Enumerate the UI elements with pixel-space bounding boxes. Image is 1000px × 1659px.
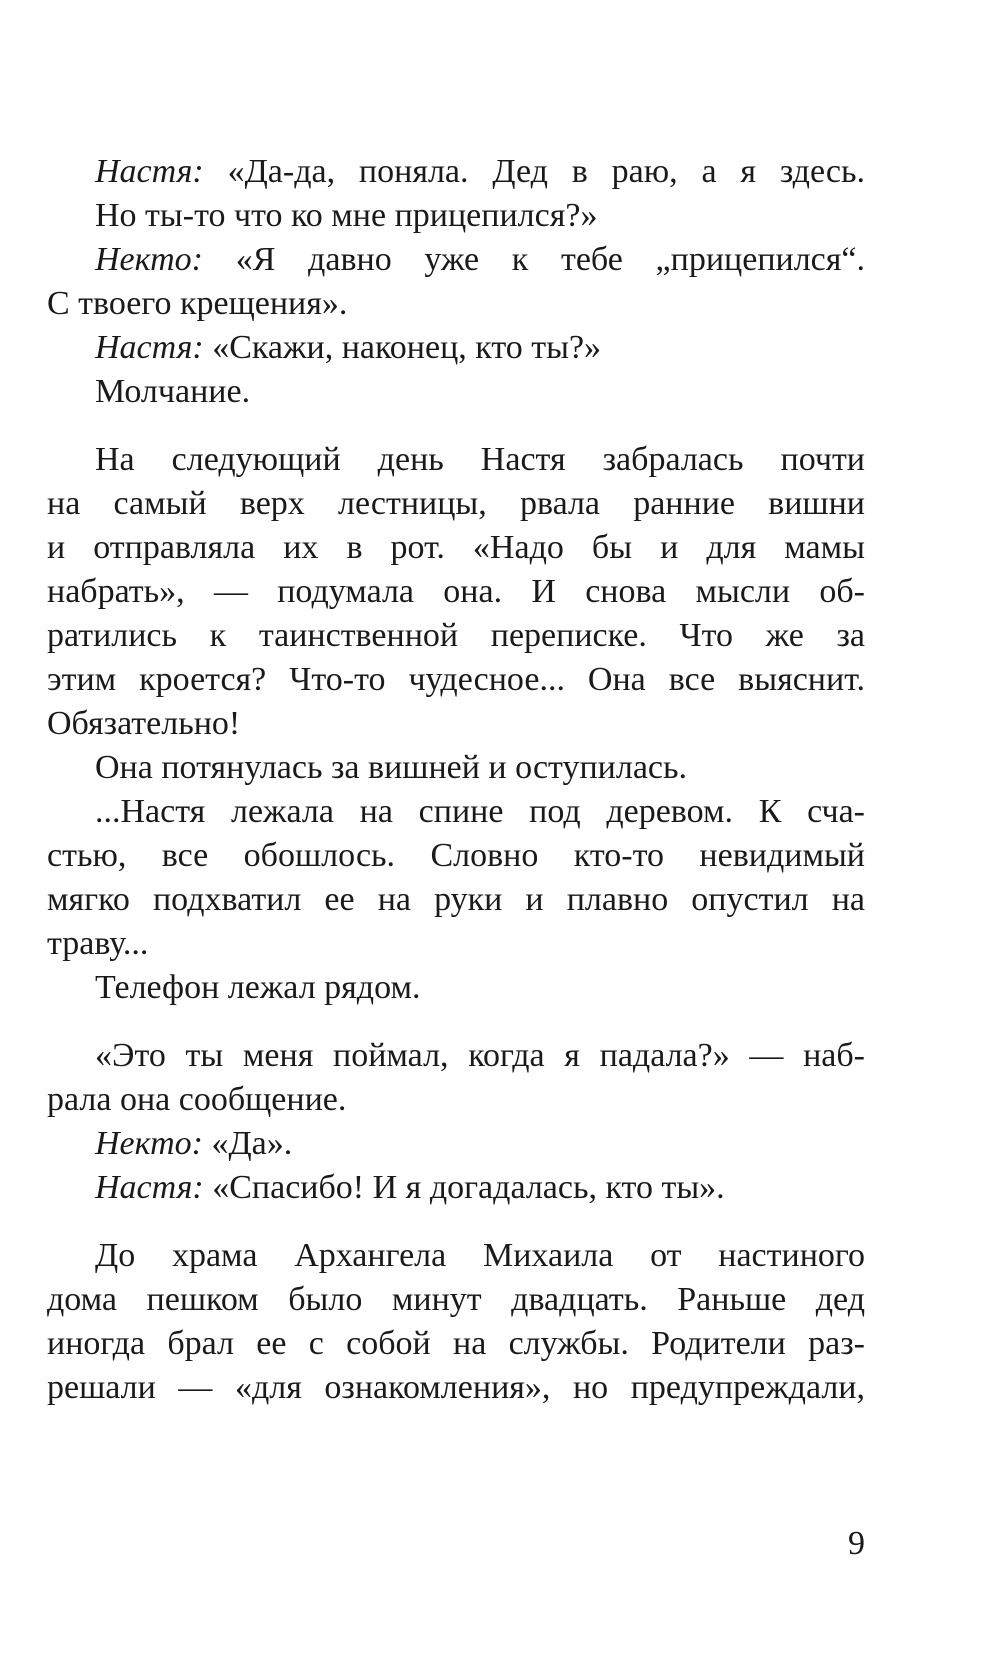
text-line xyxy=(47,1078,865,1122)
text-line xyxy=(95,746,865,790)
line-text: стью, все обошлось. Словно кто-то невидимый xyxy=(47,837,865,874)
text-line xyxy=(47,570,865,614)
line-text: решали — «для ознакомления», но предупреждали, xyxy=(47,1369,865,1406)
text-line xyxy=(95,194,865,238)
text-line xyxy=(47,482,865,526)
line-text: «Это ты меня поймал, когда я падала?» — наб- xyxy=(95,1037,865,1074)
text-line xyxy=(95,150,865,194)
text-line xyxy=(47,1366,865,1410)
line-text: Телефон лежал рядом. xyxy=(95,969,421,1006)
page-number: 9 xyxy=(848,1525,865,1562)
text-line xyxy=(47,614,865,658)
line-text: «Да». xyxy=(211,1125,293,1162)
text-line xyxy=(95,438,865,482)
line-text: ...Настя лежала на спине под деревом. К сча- xyxy=(95,793,865,830)
text-line xyxy=(47,658,865,702)
line-text: Но ты-то что ко мне прицепился?» xyxy=(95,197,598,234)
text-line xyxy=(95,790,865,834)
text-line xyxy=(95,370,865,414)
line-text: рала она сообщение. xyxy=(47,1081,347,1118)
line-text: дома пешком было минут двадцать. Раньше дед xyxy=(47,1281,865,1318)
text-line xyxy=(47,878,865,922)
line-text: траву... xyxy=(47,925,149,962)
line-text: иногда брал ее с собой на службы. Родители раз- xyxy=(47,1325,865,1362)
text-line xyxy=(95,326,865,370)
line-text: на самый верх лестницы, рвала ранние вишни xyxy=(47,485,865,522)
text-line xyxy=(95,1034,865,1078)
text-line xyxy=(95,238,865,282)
text-line xyxy=(95,1122,865,1166)
text-line xyxy=(95,966,865,1010)
text-line xyxy=(47,702,865,746)
speaker-label: Некто: xyxy=(95,1125,203,1162)
text-line xyxy=(47,282,865,326)
text-line xyxy=(47,834,865,878)
line-text: «Я давно уже к тебе „прицепился“. xyxy=(235,241,866,278)
text-line xyxy=(47,526,865,570)
line-text: ратились к таинственной переписке. Что же за xyxy=(47,617,865,654)
line-text: Она потянулась за вишней и оступилась. xyxy=(95,749,688,786)
text-line xyxy=(47,1278,865,1322)
line-text: На следующий день Настя забралась почти xyxy=(95,441,865,478)
line-text: Обязательно! xyxy=(47,705,241,742)
line-text: «Спасибо! И я догадалась, кто ты». xyxy=(212,1169,725,1206)
speaker-label: Настя: xyxy=(95,1169,204,1206)
text-line xyxy=(47,1322,865,1366)
line-text: Молчание. xyxy=(95,373,251,410)
line-text: мягко подхватил ее на руки и плавно опустил на xyxy=(47,881,865,918)
line-text: До храма Архангела Михаила от настиного xyxy=(95,1237,865,1274)
line-text: и отправляла их в рот. «Надо бы и для мамы xyxy=(47,529,865,566)
text-line xyxy=(95,1234,865,1278)
speaker-label: Настя: xyxy=(95,153,204,190)
text-line xyxy=(95,1166,865,1210)
text-line xyxy=(47,922,865,966)
speaker-label: Некто: xyxy=(95,241,203,278)
line-text: «Да-да, поняла. Дед в раю, а я здесь. xyxy=(227,153,865,190)
line-text: набрать», — подумала она. И снова мысли об- xyxy=(47,573,865,610)
speaker-label: Настя: xyxy=(95,329,204,366)
line-text: этим кроется? Что-то чудесное... Она все выяснит. xyxy=(47,661,865,698)
line-text: С твоего крещения». xyxy=(47,285,348,322)
line-text: «Скажи, наконец, кто ты?» xyxy=(212,329,602,366)
